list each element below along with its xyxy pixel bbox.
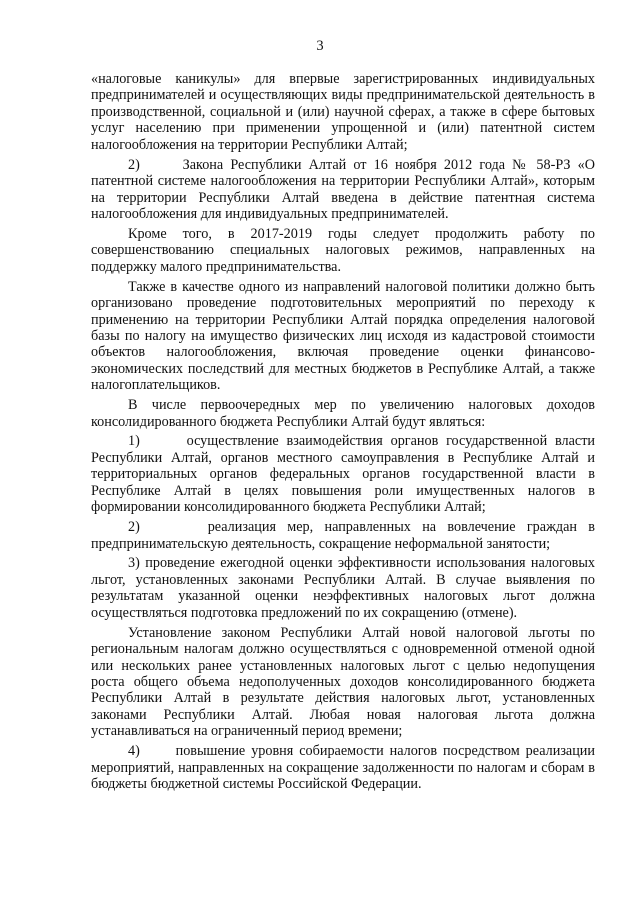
paragraph-patent-law: 2) Закона Республики Алтай от 16 ноября 2012 года № 58-РЗ «О патентной системе налогообложения на территории Республики Алтай», которым на территории Республики Алтай введена в действие патентная система налогообложения для индивидуальных предпринимателей. [91, 156, 595, 223]
paragraph-priority-measures: В числе первоочередных мер по увеличению налоговых доходов консолидированного бюджета Республики Алтай будут являться: [91, 397, 595, 430]
paragraph-measure-1: 1) осуществление взаимодействия органов государственной власти Республики Алтай, органов местного самоуправления в Республике Алтай и территориальных органов федеральных органов государственной власти в Республике Алтай в целях повышения роли имущественных налогов в формировании консолидированного бюджета Республики Алтай; [91, 433, 595, 516]
paragraph-measure-4: 4) повышение уровня собираемости налогов посредством реализации мероприятий, направленных на сокращение задолженности по налогам и сборам в бюджеты бюджетной системы Российской Федерации. [91, 743, 595, 793]
paragraph-measure-2: 2) реализация мер, направленных на вовлечение граждан в предпринимательскую деятельность, сокращение неформальной занятости; [91, 519, 595, 552]
document-body [91, 71, 595, 796]
page-number: 3 [316, 38, 324, 54]
paragraph-tax-holidays: «налоговые каникулы» для впервые зарегистрированных индивидуальных предпринимателей и осуществляющих виды предпринимательской деятельность в производственной, социальной и (или) научной сферах, а также в сфере бытовых услуг населению при применении упрощенной и (или) патентной систем налогообложения на территории Республики Алтай; [91, 71, 595, 153]
paragraph-measure-3: 3) проведение ежегодной оценки эффективности использования налоговых льгот, установленных законами Республики Алтай. В случае выявления по результатам указанной оценки неэффективных налоговых льгот должна осуществляться подготовка предложений по их сокращению (отмене). [91, 555, 595, 621]
paragraph-special-regimes: Кроме того, в 2017-2019 годы следует продолжить работу по совершенствованию специальных налоговых режимов, направленных на поддержку малого предпринимательства. [91, 225, 595, 275]
paragraph-cadastral-value: Также в качестве одного из направлений налоговой политики должно быть организовано проведение подготовительных мероприятий по переходу к применению на территории Республики Алтай порядка определения налоговой базы по налогу на имущество физических лиц исходя из кадастровой стоимости объектов налогообложения, включая проведение оценки финансово-экономических последствий для местных бюджетов в Республике Алтай, а также налогоплательщиков. [91, 278, 595, 394]
paragraph-new-tax-benefit: Установление законом Республики Алтай новой налоговой льготы по региональным налогам должно осуществляться с одновременной отменой одной или нескольких ранее установленных налоговых льгот с целью недопущения роста общего объема недополученных доходов консолидированного бюджета Республики Алтай в результате действия налоговых льгот, установленных законами Республики Алтай. Любая новая налоговая льгота должна устанавливаться на ограниченный период времени; [91, 624, 595, 740]
